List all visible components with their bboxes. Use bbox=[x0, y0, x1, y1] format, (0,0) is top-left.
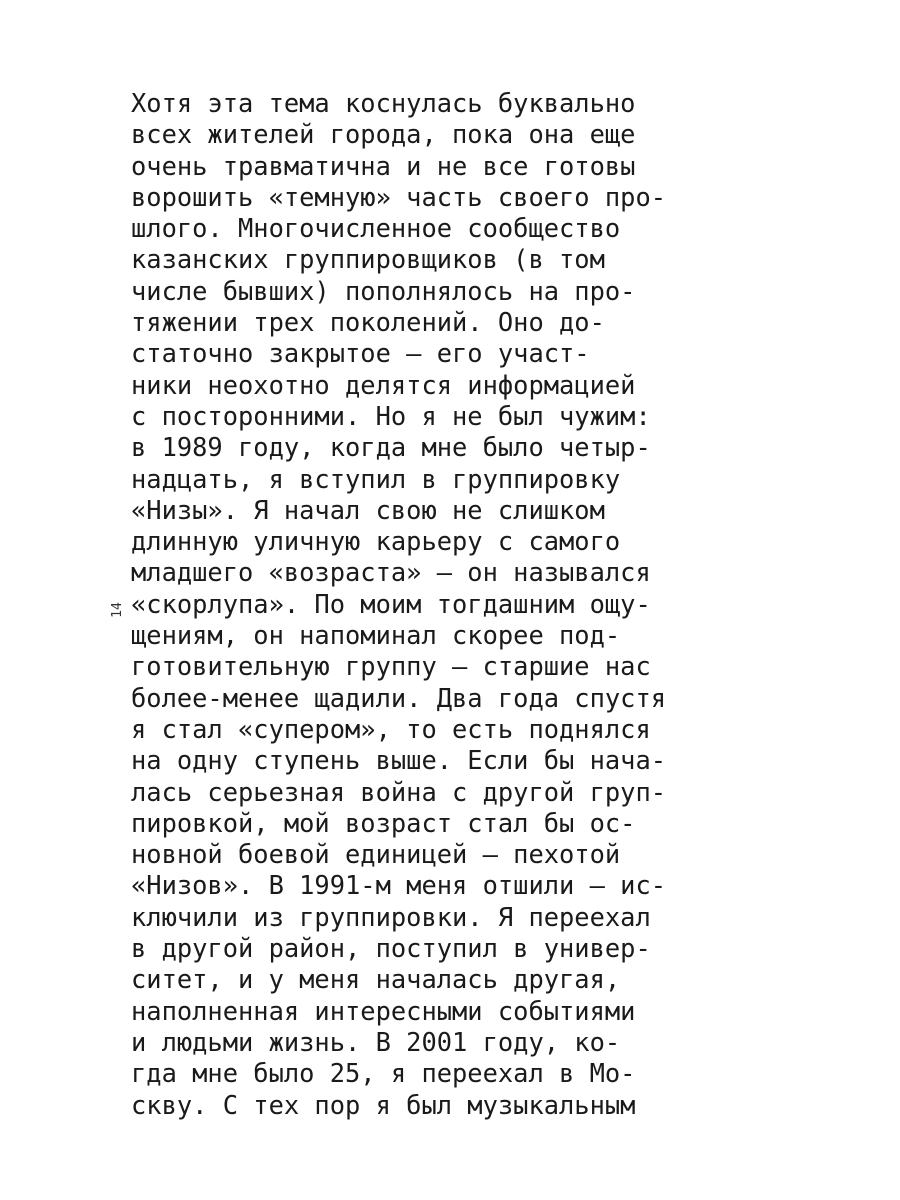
text-line: новной боевой единицей — пехотой bbox=[131, 839, 621, 870]
body-text bbox=[131, 88, 751, 1121]
text-line: гда мне было 25, я переехал в Мо- bbox=[131, 1058, 636, 1089]
text-line: я стал «супером», то есть поднялся bbox=[131, 713, 651, 744]
text-line: числе бывших) пополнялось на про- bbox=[131, 275, 636, 306]
text-line: скву. С тех пор я был музыкальным bbox=[131, 1089, 636, 1120]
text-line: шлого. Многочисленное сообщество bbox=[131, 213, 621, 244]
text-line: с посторонними. Но я не был чужим: bbox=[131, 400, 651, 431]
text-line: младшего «возраста» — он назывался bbox=[131, 557, 651, 588]
text-line: казанских группировщиков (в том bbox=[131, 244, 605, 275]
text-line: очень травматична и не все готовы bbox=[131, 150, 636, 181]
text-line: в другой район, поступил в универ- bbox=[131, 933, 651, 964]
text-line: ситет, и у меня началась другая, bbox=[131, 964, 621, 995]
text-line: щениям, он напоминал скорее под- bbox=[131, 620, 621, 651]
text-line: «Низов». В 1991-м меня отшили — ис- bbox=[131, 870, 667, 901]
text-line: на одну ступень выше. Если бы нача- bbox=[131, 745, 667, 776]
text-line: лась серьезная война с другой груп- bbox=[131, 776, 667, 807]
text-line: и людьми жизнь. В 2001 году, ко- bbox=[131, 1026, 621, 1057]
text-line: ворошить «темную» часть своего про- bbox=[131, 181, 667, 212]
text-line: Хотя эта тема коснулась буквально bbox=[131, 88, 636, 118]
text-line: пировкой, мой возраст стал бы ос- bbox=[131, 807, 636, 838]
text-line: тяжении трех поколений. Оно до- bbox=[131, 307, 605, 338]
text-line: «скорлупа». По моим тогдашним ощу- bbox=[131, 588, 651, 619]
text-line: «Низы». Я начал свою не слишком bbox=[131, 494, 605, 525]
text-line: наполненная интересными событиями bbox=[131, 995, 636, 1026]
text-line: надцать, я вступил в группировку bbox=[131, 463, 621, 494]
text-line: ники неохотно делятся информацией bbox=[131, 369, 636, 400]
page-number: 14 bbox=[110, 602, 125, 618]
text-line: более-менее щадили. Два года спустя bbox=[131, 682, 667, 713]
text-line: ключили из группировки. Я переехал bbox=[131, 901, 651, 932]
text-line: в 1989 году, когда мне было четыр- bbox=[131, 432, 651, 463]
text-line: всех жителей города, пока она еще bbox=[131, 119, 636, 150]
text-line: статочно закрытое — его участ- bbox=[131, 338, 590, 369]
text-line: готовительную группу — старшие нас bbox=[131, 651, 651, 682]
text-line: длинную уличную карьеру с самого bbox=[131, 526, 621, 557]
